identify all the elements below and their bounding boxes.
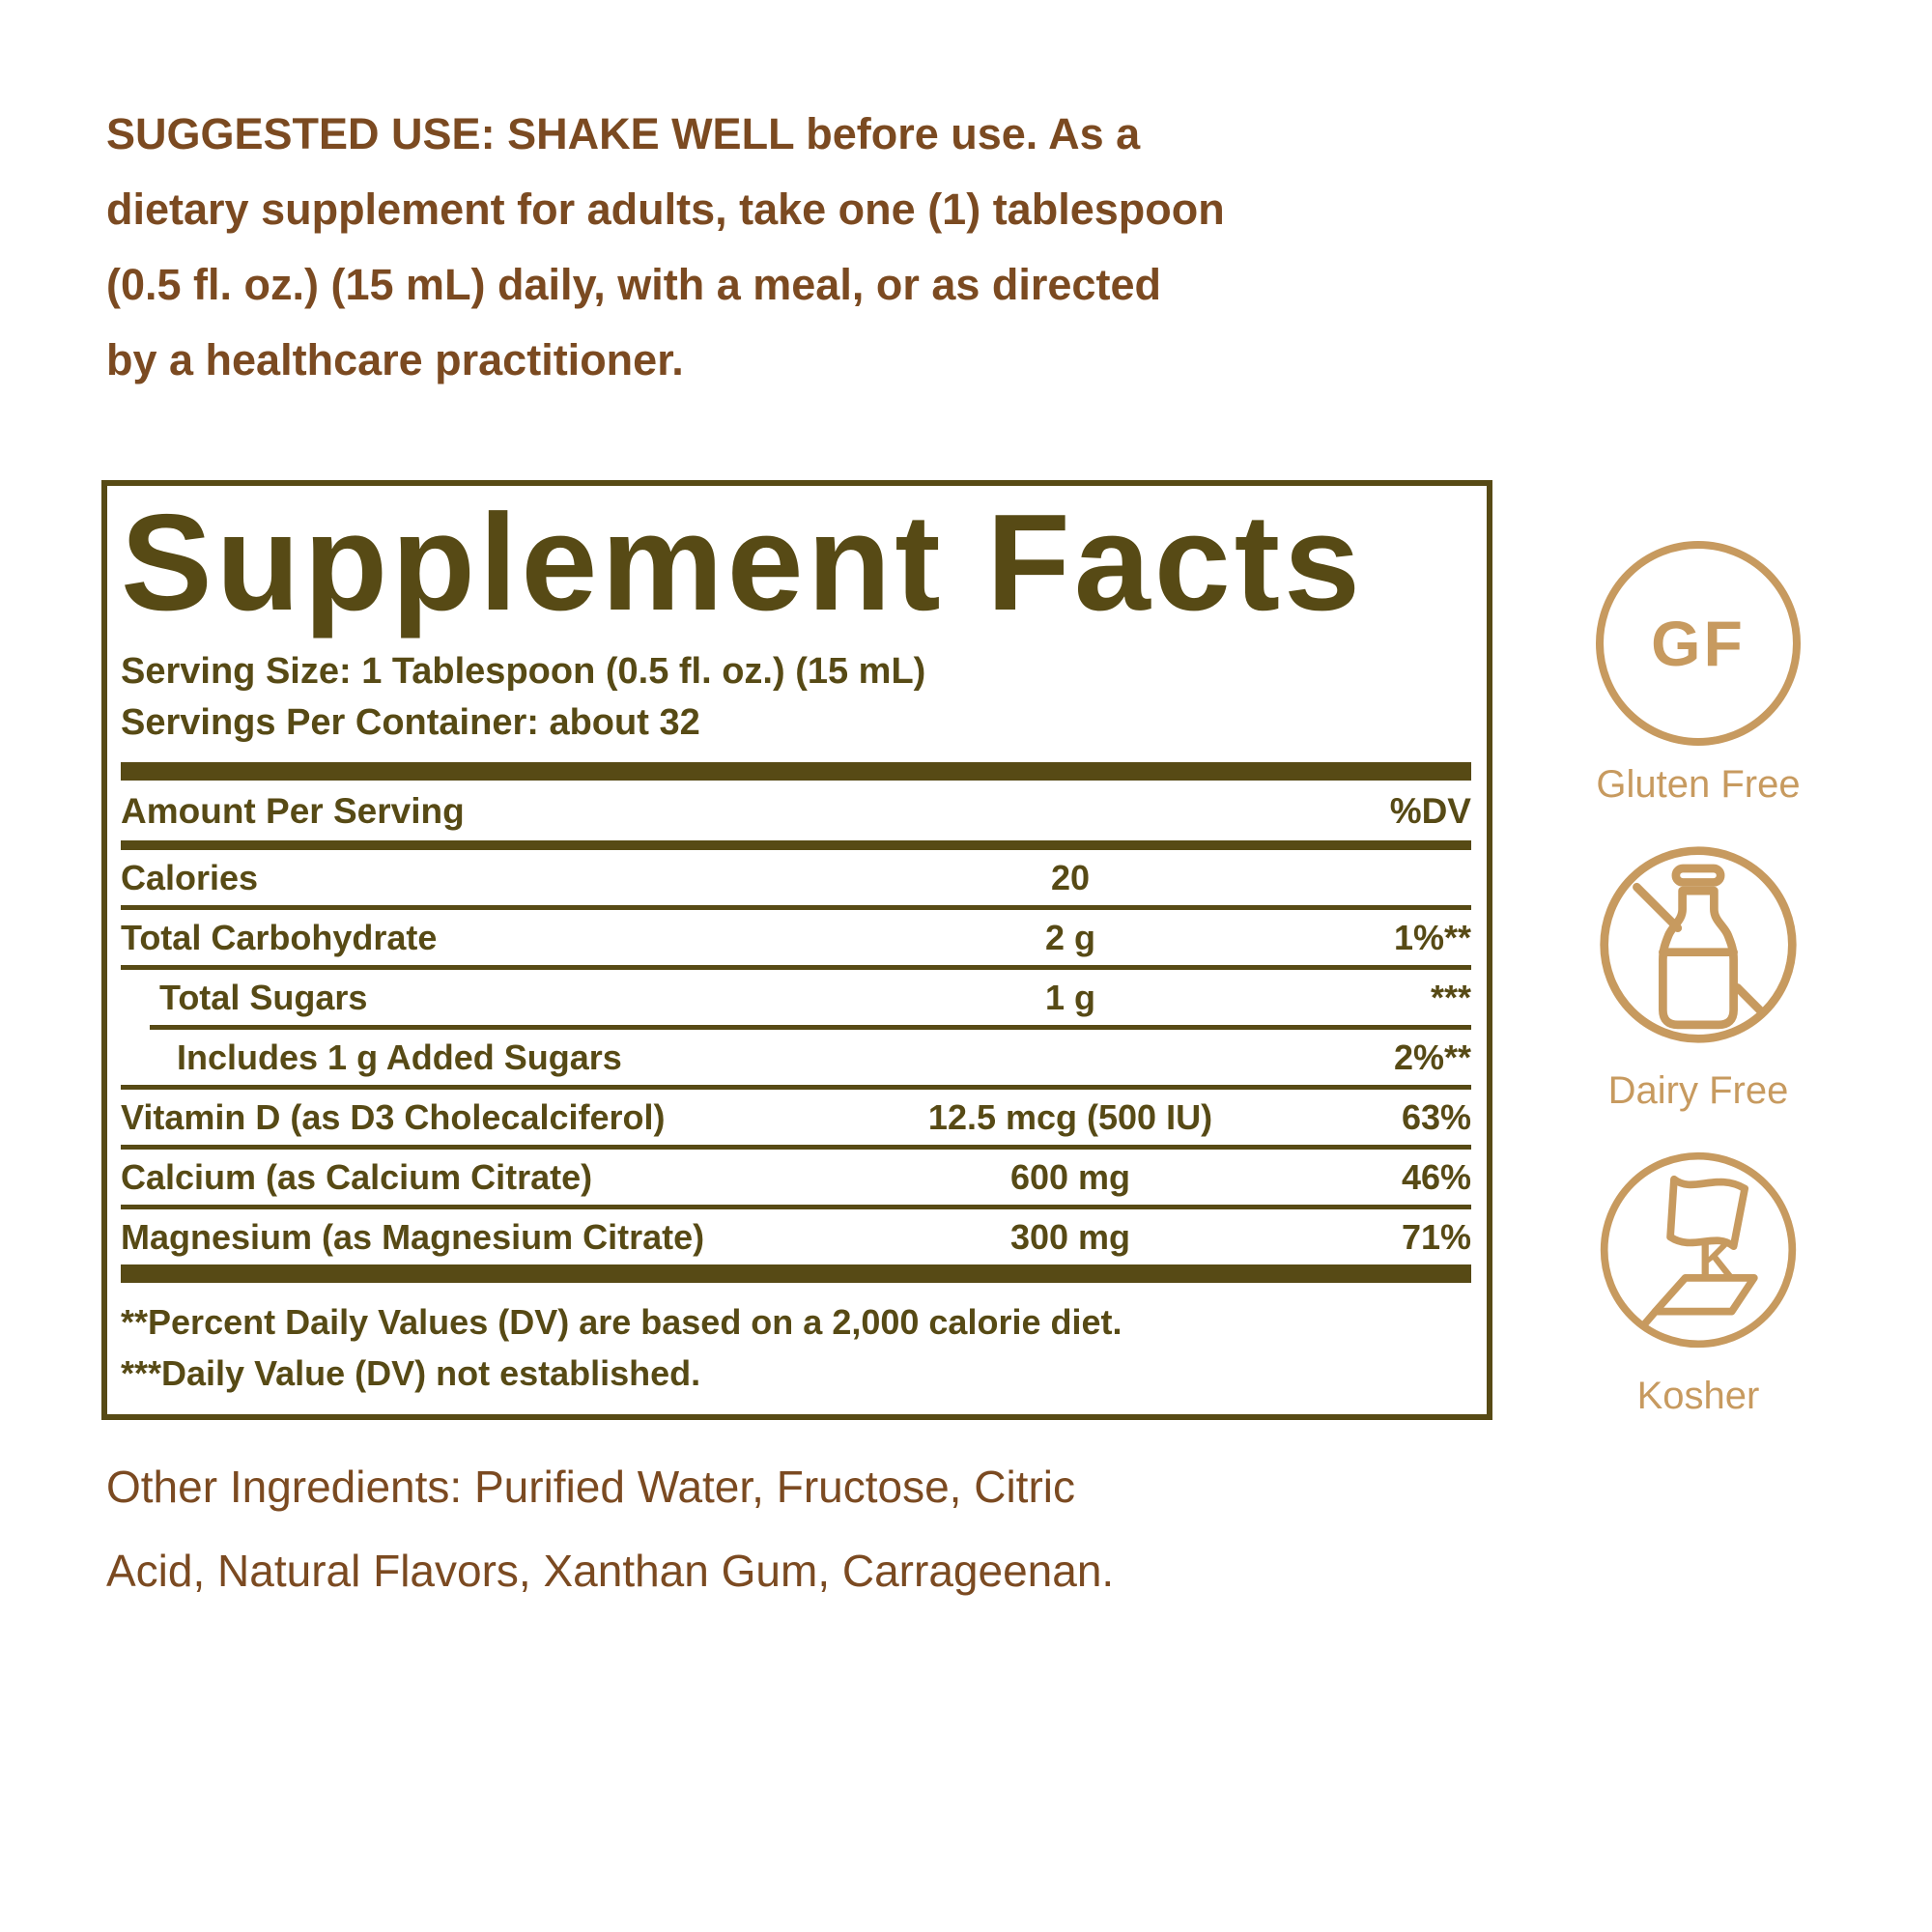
row-dv: 2%**: [1393, 1037, 1471, 1077]
suggested-use-line: (0.5 fl. oz.) (15 mL) daily, with a meal, or as directed: [106, 260, 1161, 309]
row-amount: 300 mg: [1009, 1216, 1131, 1257]
divider-medium: [121, 840, 1471, 850]
badge-kosher: [1592, 1148, 1804, 1418]
gf-icon-text: GF: [1651, 608, 1746, 679]
footnote-percent-dv: **Percent Daily Values (DV) are based on a 2,000 calorie diet.: [121, 1302, 1122, 1342]
row-amount: 12.5 mcg (500 IU): [927, 1096, 1213, 1137]
table-row-calcium: [121, 1150, 1471, 1205]
row-amount: 600 mg: [1009, 1156, 1131, 1197]
badge-gluten-free: [1592, 541, 1804, 807]
row-label: Total Carbohydrate: [121, 917, 438, 957]
dv-column-label: %DV: [1389, 791, 1471, 831]
row-label: Magnesium (as Magnesium Citrate): [121, 1216, 705, 1257]
table-header: [121, 781, 1471, 840]
other-ingredients-text: [106, 1445, 1459, 1613]
row-label: Includes 1 g Added Sugars: [177, 1037, 622, 1077]
row-label: Total Sugars: [159, 977, 368, 1017]
suggested-use-line: by a healthcare practitioner.: [106, 335, 684, 384]
row-dv: ***: [1430, 977, 1471, 1017]
badge-label: Gluten Free: [1596, 763, 1801, 806]
row-dv: 63%: [1401, 1096, 1471, 1137]
kosher-icon: [1596, 1148, 1801, 1352]
amount-per-serving-label: Amount Per Serving: [121, 791, 465, 831]
row-amount: 2 g: [1044, 917, 1095, 957]
dairy-free-icon: [1596, 842, 1801, 1047]
row-label: Calories: [121, 857, 259, 897]
badge-dairy-free: [1592, 842, 1804, 1113]
table-row-magnesium: [121, 1209, 1471, 1264]
table-row-added-sugars: [121, 1030, 1471, 1085]
supplement-facts-panel: [101, 480, 1492, 1420]
row-amount: 1 g: [1044, 977, 1095, 1017]
table-row-vitamin-d: [121, 1090, 1471, 1145]
gluten-free-icon: [1596, 541, 1801, 746]
other-ingredients-line: Other Ingredients: Purified Water, Fructose, Citric: [106, 1462, 1075, 1512]
row-amount: 20: [1050, 857, 1091, 897]
table-row-total-carbohydrate: [121, 910, 1471, 965]
table-row-total-sugars: [121, 970, 1471, 1025]
row-label: Calcium (as Calcium Citrate): [121, 1156, 593, 1197]
suggested-use-line: dietary supplement for adults, take one (1) tablespoon: [106, 185, 1225, 234]
kosher-k-text: K: [1698, 1232, 1734, 1287]
suggested-use-line: SUGGESTED USE: SHAKE WELL before use. As a: [106, 109, 1141, 158]
divider-thick: [121, 1264, 1471, 1283]
row-dv: 71%: [1401, 1216, 1471, 1257]
row-label: Vitamin D (as D3 Cholecalciferol): [121, 1096, 666, 1137]
other-ingredients-line: Acid, Natural Flavors, Xanthan Gum, Carrageenan.: [106, 1546, 1115, 1596]
row-dv: 1%**: [1393, 917, 1471, 957]
table-row-calories: [121, 850, 1471, 905]
footnote-dv-not-established: ***Daily Value (DV) not established.: [121, 1353, 701, 1393]
panel-title: Supplement Facts: [121, 486, 1365, 639]
badge-label: Kosher: [1636, 1375, 1760, 1417]
divider-thick: [121, 762, 1471, 781]
badge-label: Dairy Free: [1607, 1069, 1789, 1112]
suggested-use-text: [106, 97, 1555, 398]
servings-per-container: Servings Per Container: about 32: [121, 702, 700, 743]
row-dv: 46%: [1401, 1156, 1471, 1197]
serving-size: Serving Size: 1 Tablespoon (0.5 fl. oz.) (15 mL): [121, 651, 926, 692]
